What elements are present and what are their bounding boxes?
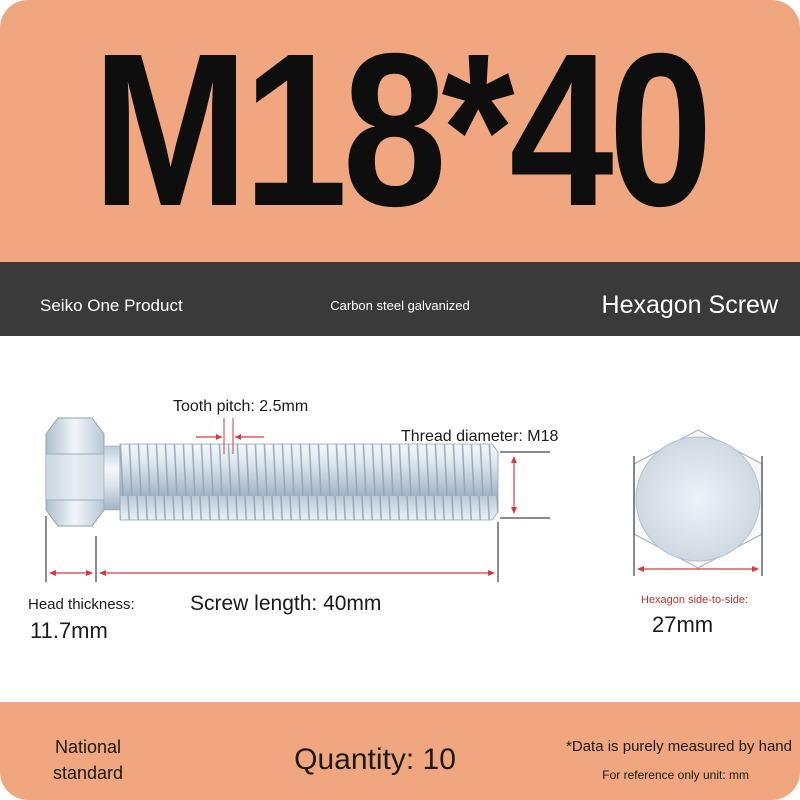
title-band	[0, 0, 800, 262]
thread-diameter-marker	[500, 452, 550, 518]
footer-band	[0, 702, 800, 800]
material-label: Carbon steel galvanized	[330, 298, 470, 313]
bolt-diagram	[0, 336, 800, 702]
bolt-head	[46, 418, 104, 526]
length-markers	[46, 516, 498, 582]
head-thickness-label: Head thickness:	[28, 596, 135, 613]
standard-label: National standard	[52, 737, 124, 783]
quantity-label: Quantity: 10	[294, 743, 456, 776]
screw-length-label: Screw length: 40mm	[190, 592, 382, 615]
tooth-pitch-label: Tooth pitch: 2.5mm	[173, 398, 309, 415]
thread-diameter-label: Thread diameter: M18	[401, 428, 559, 445]
hex-head-top-view	[634, 430, 762, 576]
product-type-label: Hexagon Screw	[601, 291, 778, 319]
hex-side-value: 27mm	[652, 612, 714, 637]
brand-label: Seiko One Product	[40, 296, 183, 315]
hex-side-label: Hexagon side-to-side:	[641, 594, 749, 606]
unit-note: For reference only unit: mm	[602, 768, 749, 782]
disclaimer-note: *Data is purely measured by hand	[566, 738, 792, 755]
bolt-illustration	[0, 336, 800, 702]
product-size-title: M18*40	[92, 9, 708, 252]
bolt-shank	[104, 444, 498, 520]
info-bar	[0, 262, 800, 336]
head-thickness-value: 11.7mm	[30, 618, 108, 643]
